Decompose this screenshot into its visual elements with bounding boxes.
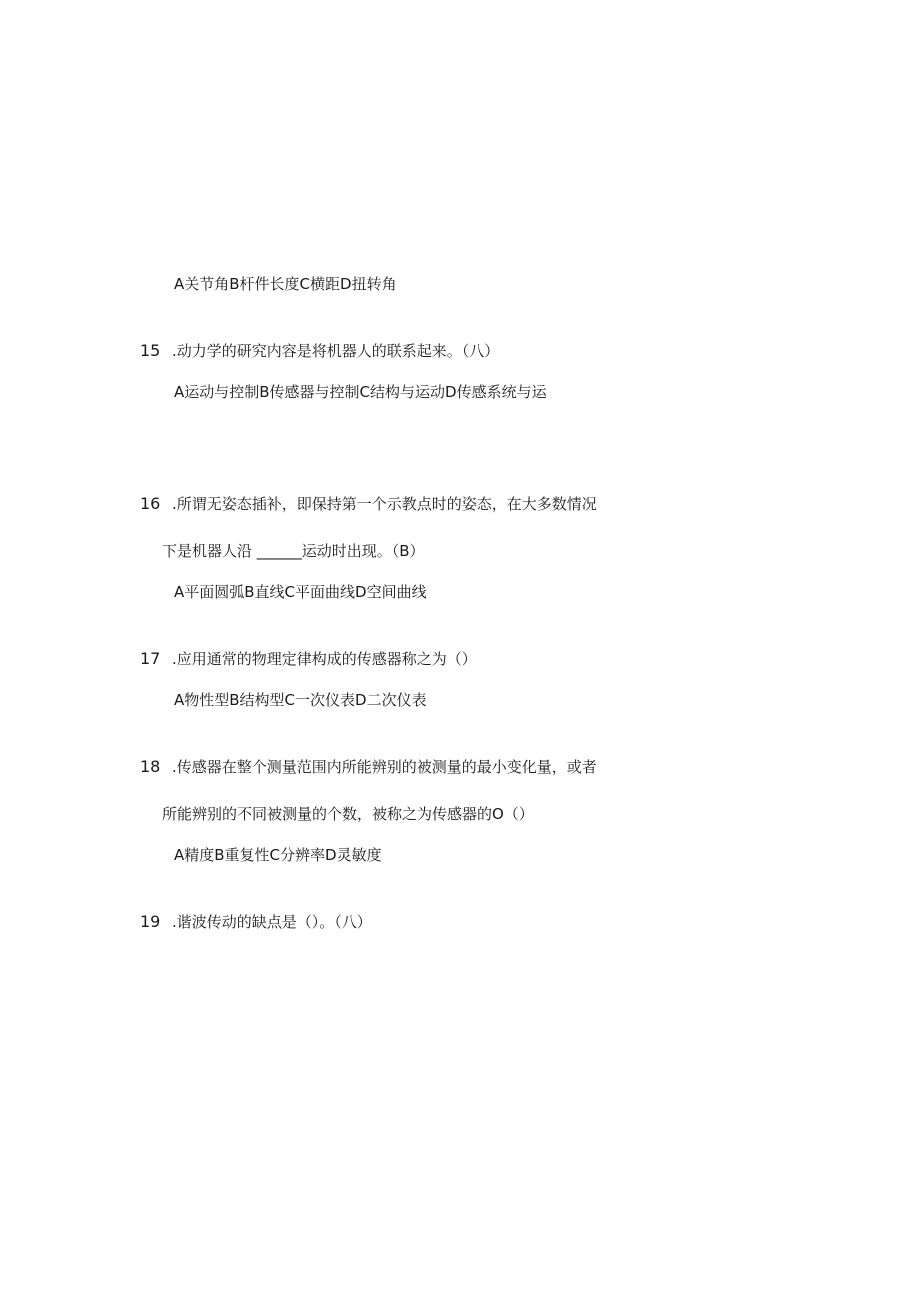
q18-stem-line2: 所能辨别的不同被测量的个数，被称之为传感器的O（） <box>162 805 534 823</box>
q16-stem-line1: .所谓无姿态插补，即保持第一个示教点时的姿态，在大多数情况 <box>172 495 597 513</box>
q15-options: A运动与控制B传感器与控制C结构与运动D传感系统与运 <box>174 383 547 401</box>
q17-options: A物性型B结构型C一次仪表D二次仪表 <box>174 691 427 709</box>
q14-options: A关节角B杆件长度C横距D扭转角 <box>174 275 397 293</box>
q19-number: 19 <box>140 912 161 931</box>
q19-stem: .谐波传动的缺点是（）。（八） <box>172 913 372 931</box>
q18-options: A精度B重复性C分辨率D灵敏度 <box>174 846 382 864</box>
q17-stem: .应用通常的物理定律构成的传感器称之为（） <box>172 650 477 668</box>
q18-stem-line1: .传感器在整个测量范围内所能辨别的被测量的最小变化量，或者 <box>172 758 597 776</box>
q15-number: 15 <box>140 341 161 360</box>
q16-stem-line2: 下是机器人沿 ______运动时出现。（B） <box>162 542 425 560</box>
q17-number: 17 <box>140 649 161 668</box>
q18-number: 18 <box>140 757 161 776</box>
q16-number: 16 <box>140 494 161 513</box>
q16-options: A平面圆弧B直线C平面曲线D空间曲线 <box>174 583 427 601</box>
q15-stem: .动力学的研究内容是将机器人的联系起来。（八） <box>172 342 500 360</box>
